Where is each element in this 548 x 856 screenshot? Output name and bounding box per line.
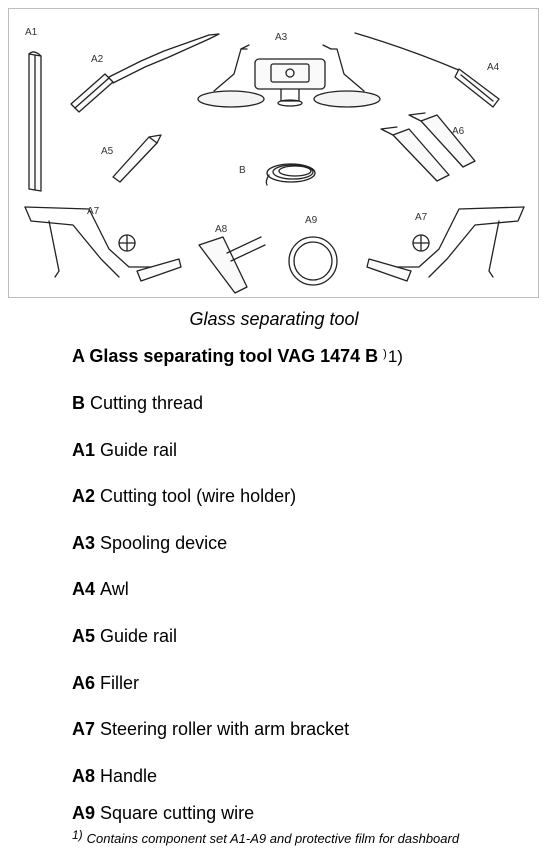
callout-a5: A5 <box>101 146 114 157</box>
callout-b: B <box>239 165 246 176</box>
item-code: A6 <box>72 673 96 693</box>
list-item-a8 <box>72 766 157 787</box>
footnote <box>72 828 459 846</box>
heading-footnote-ref <box>383 347 403 366</box>
item-code: A2 <box>72 486 96 506</box>
filler-a6-drawing <box>381 113 475 181</box>
item-code: A4 <box>72 579 96 599</box>
item-label: Spooling device <box>100 533 228 553</box>
list-item-b <box>72 393 203 414</box>
list-item-a5 <box>72 626 177 647</box>
item-label: Steering roller with arm bracket <box>100 719 350 739</box>
callout-a9: A9 <box>305 215 318 226</box>
cutting-thread-coil-drawing <box>266 164 315 185</box>
footnote-text: Contains component set A1-A9 and protective film for dashboard <box>86 831 460 846</box>
item-label: Cutting tool (wire holder) <box>100 486 297 506</box>
steering-roller-a7-right-drawing <box>367 207 524 281</box>
guide-rail-a5-drawing <box>113 135 161 182</box>
callout-a8: A8 <box>215 224 228 235</box>
callout-a4: A4 <box>487 62 500 73</box>
tool-illustration <box>8 8 539 298</box>
figure-caption: Glass separating tool <box>189 309 359 329</box>
handle-a8-drawing <box>199 237 265 293</box>
main-heading <box>72 346 403 367</box>
item-label: Filler <box>100 673 140 693</box>
item-label: Awl <box>100 579 129 599</box>
callout-a6: A6 <box>452 126 465 137</box>
callout-a3: A3 <box>275 32 288 43</box>
heading-footnote-mark: ) <box>383 348 387 360</box>
item-code: A1 <box>72 440 96 460</box>
tool-drawing <box>9 9 540 299</box>
callout-a1: A1 <box>25 27 38 38</box>
guide-rail-a1-drawing <box>29 52 41 191</box>
list-item-a9 <box>72 803 254 824</box>
heading-footnote-number: 1) <box>387 347 403 366</box>
list-item-a7 <box>72 719 349 740</box>
list-item-a4 <box>72 579 129 600</box>
callout-a2: A2 <box>91 54 104 65</box>
item-label: Square cutting wire <box>100 803 255 823</box>
heading-text: Glass separating tool VAG 1474 B <box>89 346 379 366</box>
list-item-a2 <box>72 486 296 507</box>
heading-code: A <box>72 346 85 366</box>
footnote-mark: 1) <box>72 828 83 842</box>
callout-a7-left: A7 <box>87 206 100 217</box>
list-item-a1 <box>72 440 177 461</box>
item-code: A7 <box>72 719 96 739</box>
steering-roller-a7-left-drawing <box>25 207 181 281</box>
item-code: A8 <box>72 766 96 786</box>
item-label: Cutting thread <box>90 393 204 413</box>
item-label: Guide rail <box>100 440 178 460</box>
spooling-device-a3-drawing <box>198 45 380 107</box>
item-label: Guide rail <box>100 626 178 646</box>
item-label: Handle <box>100 766 158 786</box>
cutting-tool-a2-drawing <box>71 34 219 112</box>
list-item-a6 <box>72 673 139 694</box>
callout-a7-right: A7 <box>415 212 428 223</box>
item-code: A3 <box>72 533 96 553</box>
list-item-a3 <box>72 533 227 554</box>
square-cutting-wire-a9-drawing <box>289 237 337 285</box>
item-code: B <box>72 393 85 413</box>
item-code: A5 <box>72 626 96 646</box>
item-code: A9 <box>72 803 96 823</box>
